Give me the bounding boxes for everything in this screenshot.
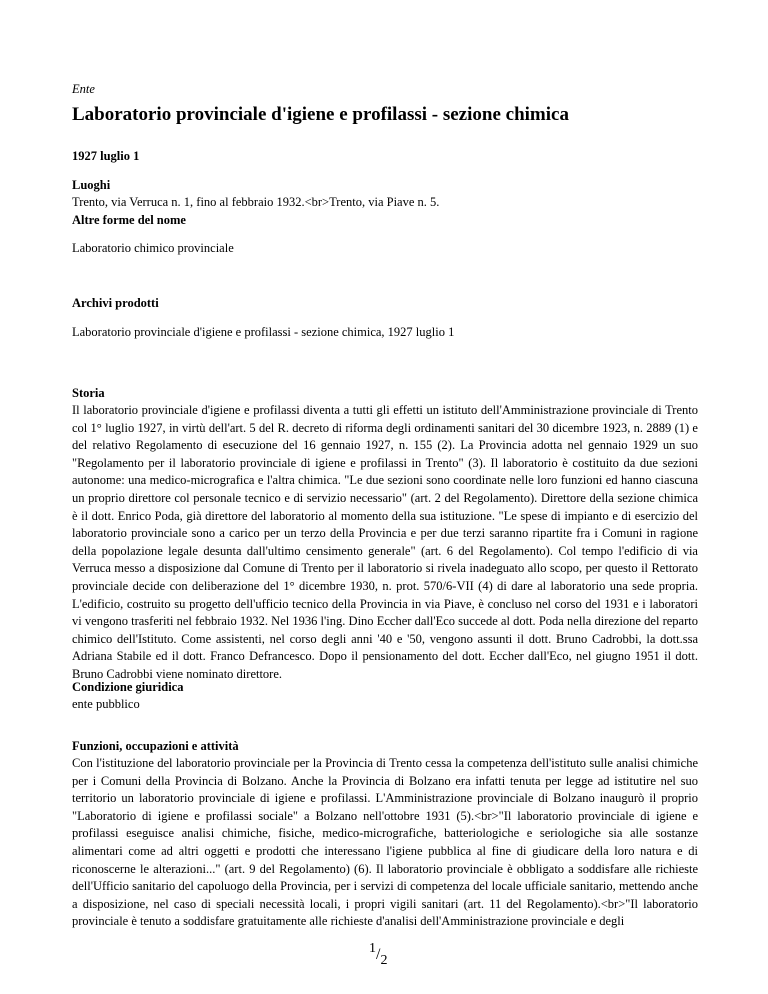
section-luoghi	[72, 177, 698, 212]
page-number-total: 2	[380, 953, 388, 968]
record-date: 1927 luglio 1	[72, 149, 140, 163]
section-text: Trento, via Verruca n. 1, fino al febbraio 1932.<br>Trento, via Piave n. 5.	[72, 195, 440, 209]
section-heading: Funzioni, occupazioni e attività	[72, 739, 239, 753]
section-heading: Altre forme del nome	[72, 213, 186, 227]
section-storia	[72, 385, 698, 684]
section-text: ente pubblico	[72, 697, 140, 711]
section-text: Con l'istituzione del laboratorio provinciale per la Provincia di Trento cessa la competenza dell'istituto sulle analisi chimiche per i Comuni della Provincia di Bolzano. Anche la Provincia di Bolzano era infatti tenuta per legge ad istitutire nel suo territorio un laboratorio provinciale di igiene e profilassi. L'Amministrazione provinciale di Bolzano inaugurò il proprio "Laboratorio di igiene e profilassi sociale" a Bolzano nell'ottobre 1931 (5).<br>"Il laboratorio provinciale di igiene e profilassi eseguisce analisi chimiche, fisiche, medico-micrografiche, batteriologiche e seriologiche sia alle sostanze alimentari come ad altri oggetti e prodotti che interessano l'igiene pubblica al fine di giudicare della loro natura e di riconoscerne le alterazioni..." (art. 9 del Regolamento) (6). Il laboratorio provinciale è obbligato a soddisfare alle richieste dell'Ufficio sanitario del capoluogo della Provincia, per i servizi di competenza del locale ufficiale sanitario, mettendo anche a disposizione, nel caso di speciali necessità locali, i propri vigili sanitari (art. 11 del Regolamento).<br>"Il laboratorio provinciale è tenuto a soddisfare gratuitamente alle richieste d'analisi dell'Amministrazione provinciale e degli	[72, 756, 698, 929]
section-heading: Luoghi	[72, 178, 111, 192]
section-altre-forme	[72, 212, 698, 258]
section-heading: Storia	[72, 386, 105, 400]
section-archivi	[72, 295, 698, 342]
page-title: Laboratorio provinciale d'igiene e profilassi - sezione chimica	[72, 104, 569, 125]
section-heading: Condizione giuridica	[72, 680, 184, 694]
page-number: 1/2	[369, 941, 388, 968]
section-funzioni	[72, 738, 698, 931]
section-text: Il laboratorio provinciale d'igiene e profilassi diventa a tutti gli effetti un istituto dell'Amministrazione provinciale di Trento col 1° luglio 1927, in virtù dell'art. 5 del R. decreto di riforma degli ordinamenti sanitari del 30 dicembre 1923, n. 2889 (1) e del relativo Regolamento di esecuzione del 16 gennaio 1927, n. 155 (2). La Provincia adotta nel gennaio 1929 un suo "Regolamento per il laboratorio provinciale di igiene e profilassi in Trento" (3). Il laboratorio è costituito da due sezioni autonome: una medico-micrografica e l'altra chimica. "Le due sezioni sono coordinate nelle loro funzioni ed hanno ciascuna un proprio direttore col personale tecnico e di servizio necessario" (art. 2 del Regolamento). Direttore della sezione chimica è il dott. Enrico Poda, già direttore del laboratorio al momento della sua istituzione. "Le spese di impianto e di esercizio del laboratorio provinciale sono a carico per un terzo della Provincia e per due terzi saranno ripartite fra i Comuni in ragione della popolazione legale desunta dall'ultimo censimento generale" (art. 6 del Regolamento). Col tempo l'edificio di via Verruca messo a disposizione dal Comune di Trento per il laboratorio si rivela inadeguato allo scopo, per questo il Rettorato provinciale decide con deliberazione del 1° dicembre 1930, n. prot. 570/6-VII (4) di dare al laboratorio una sede propria. L'edificio, costruito su progetto dell'ufficio tecnico della Provincia in via Piave, è concluso nel corso del 1931 e i laboratori vi vengono trasferiti nel febbraio 1932. Nel 1936 l'ing. Dino Eccher dall'Eco succede al dott. Poda nella direzione del reparto chimico dell'Istituto. Come assistenti, nel corso degli anni '40 e '50, vengono assunti il dott. Bruno Cadrobbi, la dott.ssa Adriana Stabile ed il dott. Franco Defrancesco. Dopo il pensionamento del dott. Eccher dall'Eco, nel giugno 1951 il dott. Bruno Cadrobbi viene nominato direttore.	[72, 403, 698, 681]
page-number-current: 1	[369, 941, 376, 956]
section-heading: Archivi prodotti	[72, 296, 159, 310]
record-kind: Ente	[72, 82, 95, 96]
section-text: Laboratorio provinciale d'igiene e profilassi - sezione chimica, 1927 luglio 1	[72, 325, 455, 339]
section-condizione	[72, 679, 698, 714]
section-text: Laboratorio chimico provinciale	[72, 241, 234, 255]
